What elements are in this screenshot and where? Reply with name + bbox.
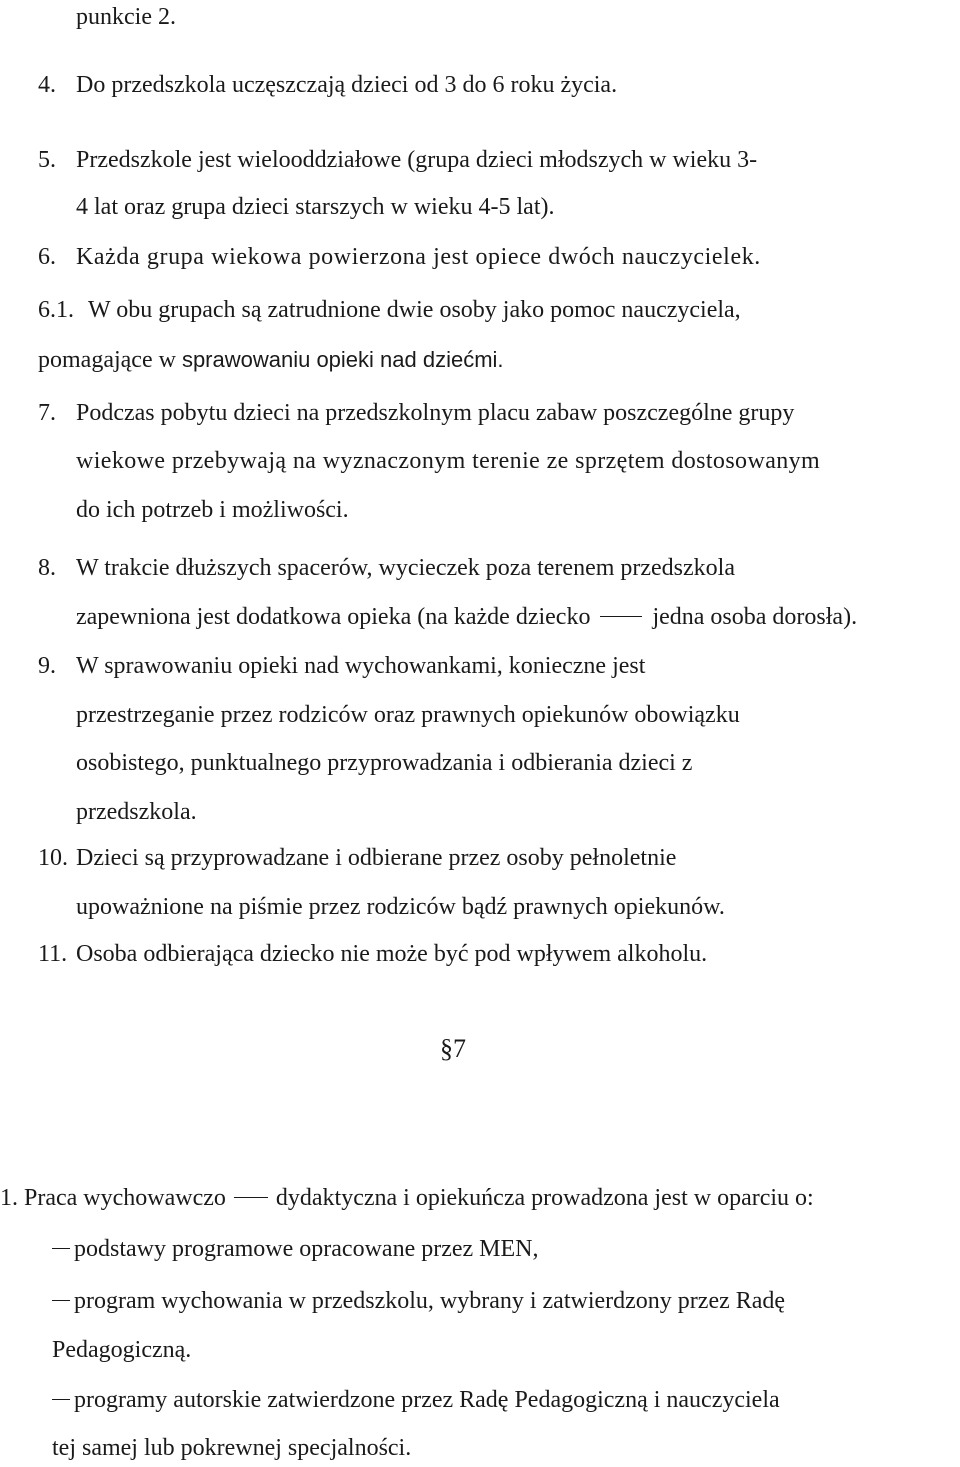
item-text-part: jedna osoba dorosła).: [652, 604, 858, 630]
item-text-part: pomagające w: [38, 347, 176, 373]
item-text: [38, 345, 504, 375]
section-heading: [440, 1032, 466, 1066]
item-text: przedszkola.: [76, 799, 197, 825]
bullet-item: [52, 1286, 785, 1316]
item-number: 4.: [38, 72, 56, 98]
item-text-part: sprawowaniu opieki nad dziećmi.: [181, 347, 504, 372]
item-text: W obu grupach są zatrudnione dwie osoby jako pomoc nauczyciela,: [88, 297, 741, 323]
section-number: 7: [453, 1034, 466, 1063]
bullet-text: programy autorskie zatwierdzone przez Radę Pedagogiczną i nauczyciela: [74, 1387, 780, 1413]
item-number: 10.: [38, 845, 68, 871]
item-text: Każda grupa wiekowa powierzona jest opiece dwóch nauczycielek.: [76, 244, 761, 270]
em-dash-rule: [600, 616, 642, 618]
dash-bullet-icon: [52, 1300, 70, 1302]
item-number: 5.: [38, 147, 56, 173]
item-text: W sprawowaniu opieki nad wychowankami, konieczne jest: [76, 653, 646, 679]
item-text: Osoba odbierająca dziecko nie może być pod wpływem alkoholu.: [76, 941, 708, 967]
dash-bullet-icon: [52, 1399, 70, 1401]
item-text: wiekowe przebywają na wyznaczonym terenie ze sprzętem dostosowanym: [76, 448, 821, 474]
item-text-part: zapewniona jest dodatkowa opieka (na każde dziecko: [76, 604, 591, 630]
item-number: 8.: [38, 555, 56, 581]
item-number: 6.1.: [38, 297, 74, 323]
item-text: Podczas pobytu dzieci na przedszkolnym placu zabaw poszczególne grupy: [76, 400, 795, 426]
item-text: 4 lat oraz grupa dzieci starszych w wieku 4-5 lat).: [76, 194, 555, 220]
dash-bullet-icon: [52, 1248, 70, 1250]
section-sign: §: [440, 1034, 453, 1063]
section-paragraph: [0, 1183, 814, 1213]
paragraph-text: 1. Praca wychowawczo: [0, 1185, 226, 1211]
item-number: 11.: [38, 941, 68, 967]
item-text: osobistego, punktualnego przyprowadzania i odbierania dzieci z: [76, 750, 693, 776]
paragraph-tail: punkcie 2.: [76, 4, 176, 30]
item-number: 9.: [38, 653, 56, 679]
em-dash-rule: [234, 1197, 268, 1199]
item-text: [76, 602, 857, 632]
item-number: 7.: [38, 400, 56, 426]
item-text: przestrzeganie przez rodziców oraz prawnych opiekunów obowiązku: [76, 702, 740, 728]
bullet-item: [52, 1385, 780, 1415]
bullet-item: [52, 1234, 539, 1264]
item-text: upoważnione na piśmie przez rodziców bądź prawnych opiekunów.: [76, 894, 725, 920]
item-text: W trakcie dłuższych spacerów, wycieczek poza terenem przedszkola: [76, 555, 735, 581]
item-text: do ich potrzeb i możliwości.: [76, 497, 349, 523]
item-text: Dzieci są przyprowadzane i odbierane przez osoby pełnoletnie: [76, 845, 677, 871]
bullet-text-continuation: Pedagogiczną.: [52, 1337, 192, 1363]
paragraph-text: dydaktyczna i opiekuńcza prowadzona jest w oparciu o:: [275, 1185, 814, 1211]
item-number: 6.: [38, 244, 56, 270]
item-text: Przedszkole jest wielooddziałowe (grupa dzieci młodszych w wieku 3-: [76, 147, 758, 173]
item-text: Do przedszkola uczęszczają dzieci od 3 do 6 roku życia.: [76, 72, 618, 98]
bullet-text: program wychowania w przedszkolu, wybrany i zatwierdzony przez Radę: [74, 1288, 786, 1314]
bullet-text: podstawy programowe opracowane przez MEN,: [74, 1236, 539, 1262]
bullet-text-continuation: tej samej lub pokrewnej specjalności.: [52, 1435, 412, 1461]
